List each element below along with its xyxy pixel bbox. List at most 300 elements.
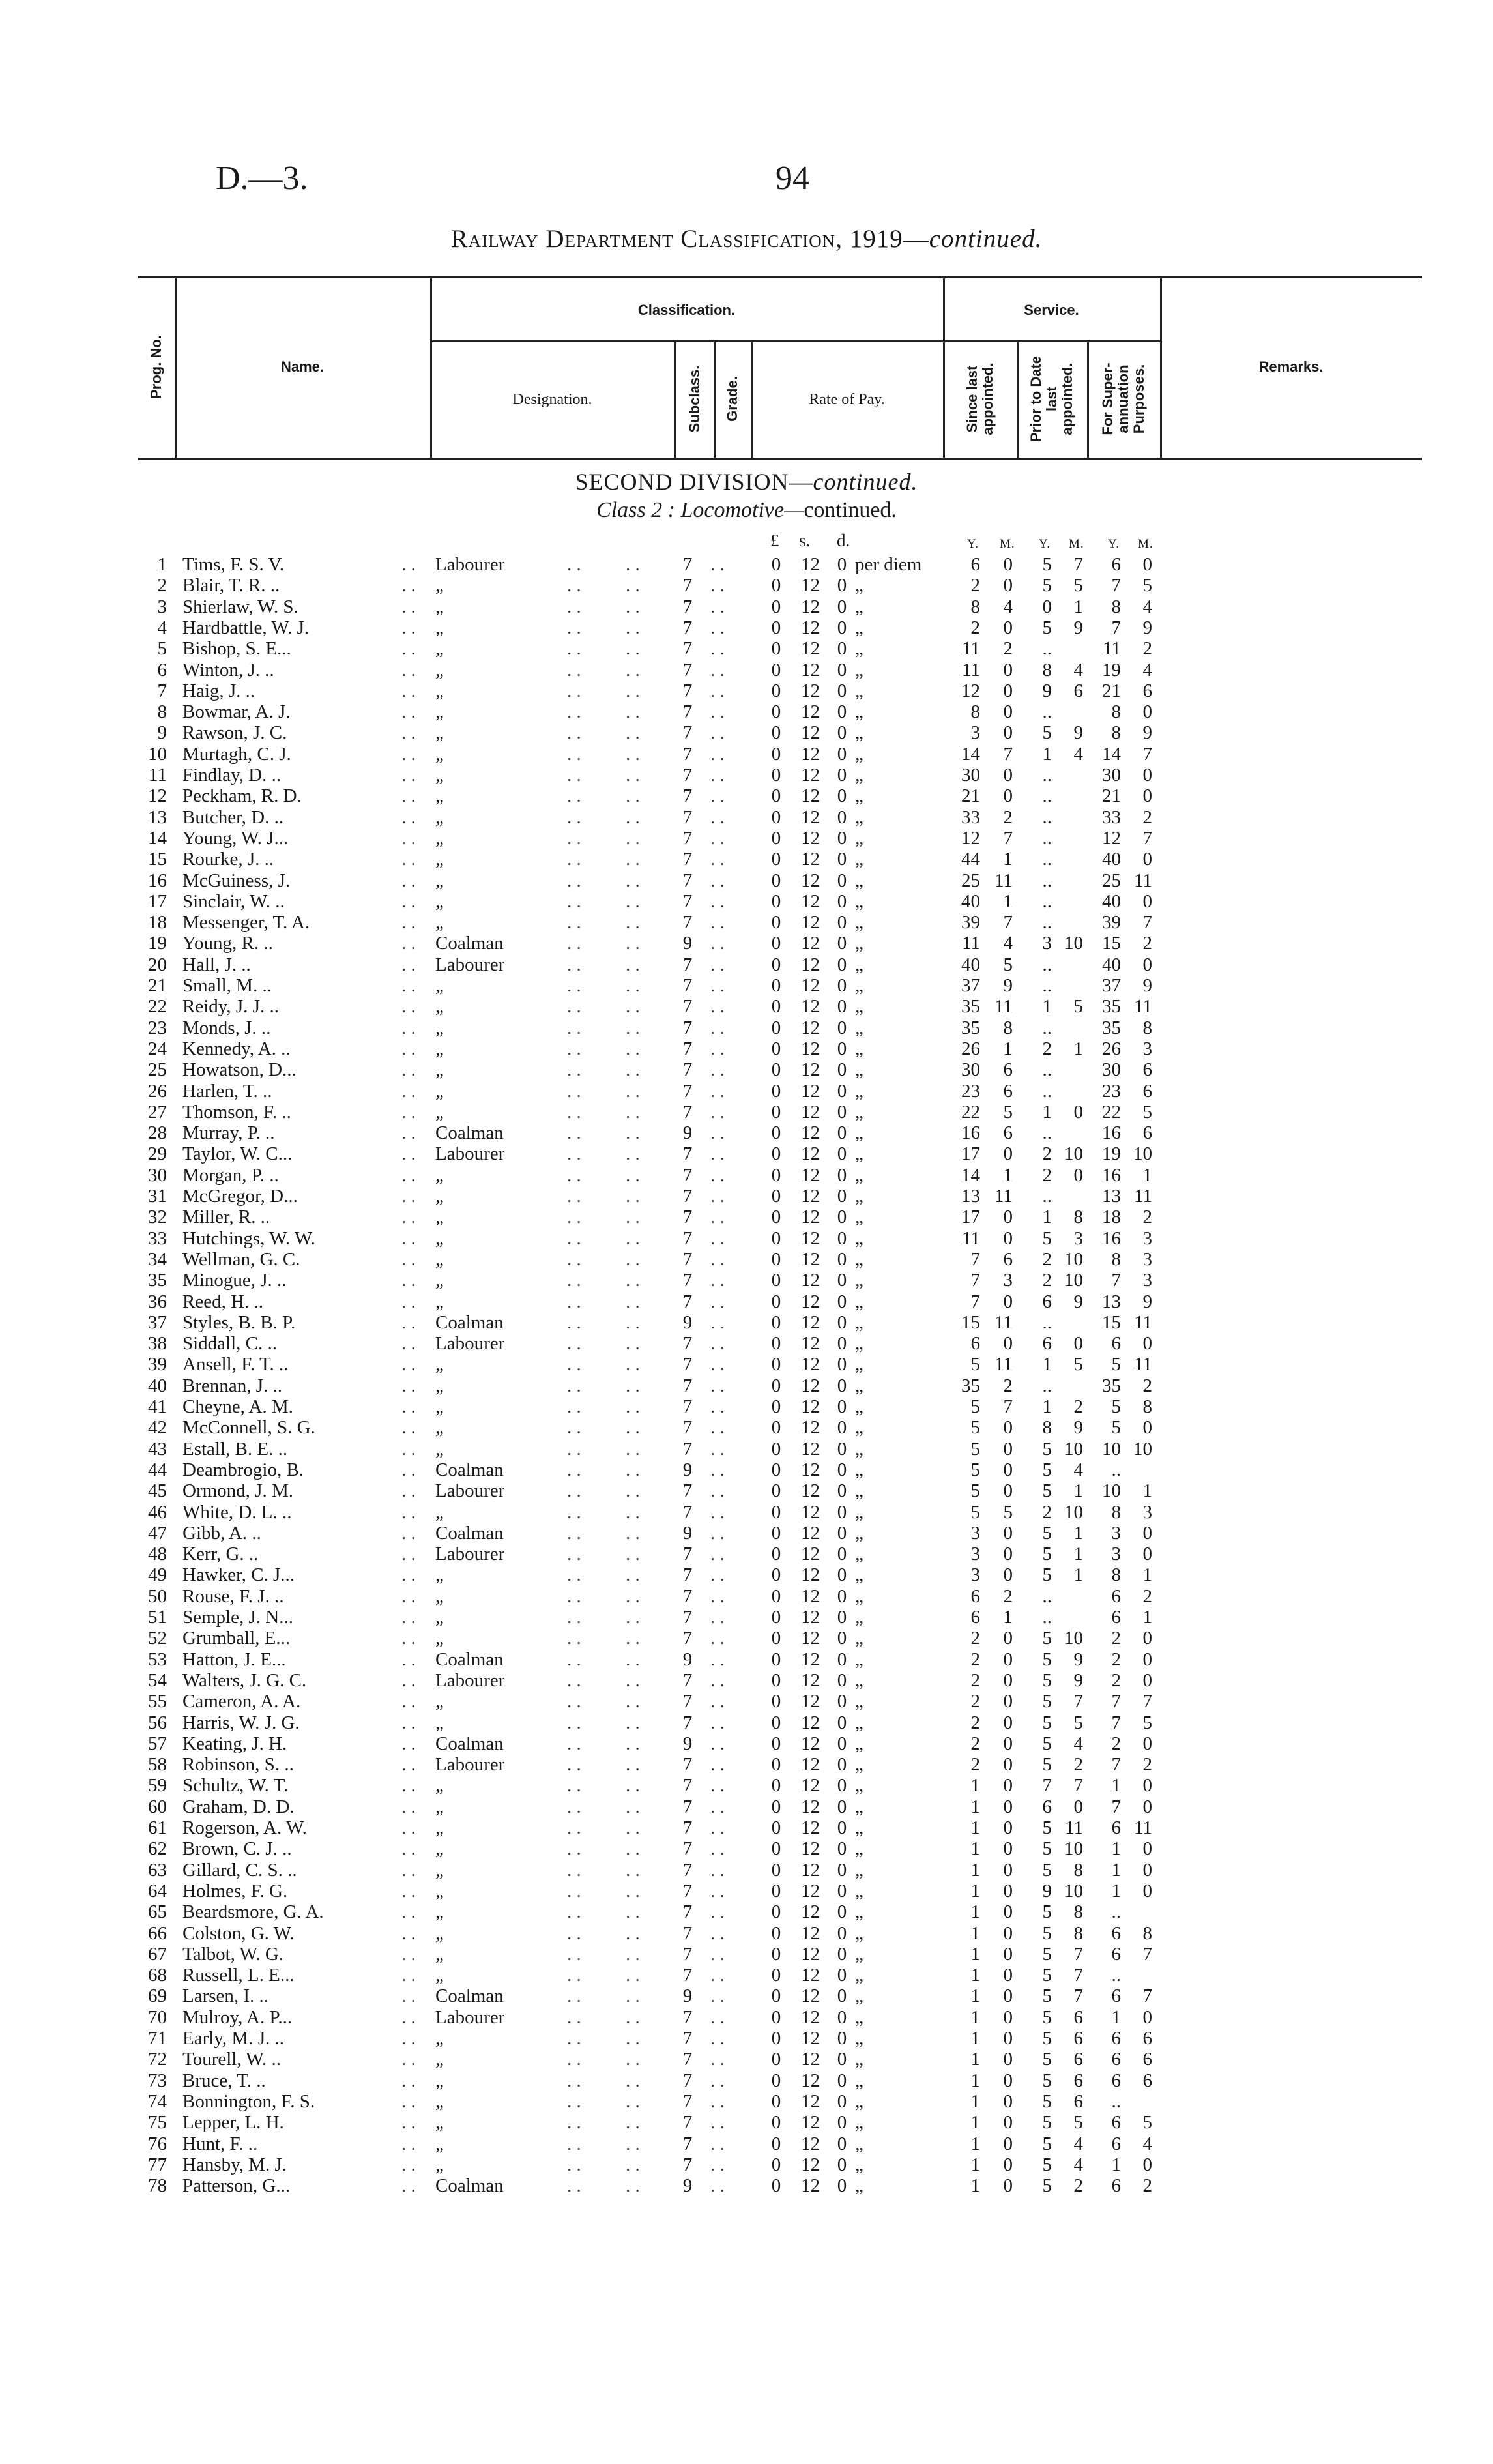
pay-shillings: 12	[801, 1080, 820, 1102]
designation: „	[435, 1922, 444, 1944]
table-row	[0, 1165, 1493, 1186]
since-months: 0	[1003, 2133, 1013, 2154]
super-months: 2	[1142, 638, 1152, 660]
prior-months: 7	[1073, 1943, 1083, 1965]
since-months: 0	[1003, 1522, 1013, 1544]
subclass: 7	[682, 1775, 693, 1797]
dot-leader: . .	[710, 575, 725, 596]
subclass: 9	[682, 1986, 693, 2007]
super-months: 3	[1142, 1270, 1152, 1291]
pay-pence: 0	[837, 1712, 847, 1733]
subclass: 7	[682, 1480, 693, 1502]
dot-leader: . .	[567, 659, 581, 681]
pay-pounds: 0	[771, 912, 781, 933]
employee-name: Murray, P. ..	[182, 1122, 275, 1144]
prog-no: 59	[148, 1775, 167, 1797]
subclass: 7	[682, 912, 693, 933]
super-years: 40	[1102, 849, 1121, 870]
pay-pounds: 0	[771, 975, 781, 996]
prior-years: 5	[1042, 1712, 1052, 1733]
unit-months-3: M.	[1138, 537, 1153, 551]
subclass: 7	[682, 954, 693, 975]
since-months: 11	[994, 1186, 1013, 1207]
since-years: 14	[961, 743, 980, 765]
prior-years: 5	[1042, 554, 1052, 575]
dot-leader: . .	[401, 1207, 416, 1228]
dot-leader: . .	[626, 1838, 640, 1860]
dot-leader: . .	[710, 2006, 725, 2028]
pay-shillings: 12	[801, 1796, 820, 1817]
table-row	[0, 1396, 1493, 1417]
table-row	[0, 617, 1493, 638]
super-years: 6	[1111, 2133, 1121, 2154]
pay-pence: 0	[837, 1607, 847, 1628]
subclass: 7	[682, 1712, 693, 1733]
subclass: 7	[682, 617, 693, 638]
pay-note: „	[855, 1291, 863, 1312]
designation: „	[435, 1859, 444, 1881]
prog-no: 63	[148, 1859, 167, 1881]
since-months: 0	[1003, 1986, 1013, 2007]
since-years: 8	[970, 596, 980, 617]
prior-years: ..	[1042, 1186, 1052, 1207]
pay-note: „	[855, 996, 863, 1018]
designation: Labourer	[435, 954, 505, 975]
super-years: 5	[1111, 1396, 1121, 1417]
table-row	[0, 660, 1493, 681]
pay-pounds: 0	[771, 575, 781, 596]
dot-leader: . .	[401, 1080, 416, 1102]
prog-no: 65	[148, 1901, 167, 1923]
subclass: 7	[682, 1965, 693, 1986]
prior-years: 2	[1042, 1164, 1052, 1186]
pay-shillings: 12	[801, 1691, 820, 1712]
designation: Labourer	[435, 1669, 505, 1691]
pay-pounds: 0	[771, 1733, 781, 1754]
pay-pounds: 0	[771, 1101, 781, 1122]
pay-pence: 0	[837, 1438, 847, 1459]
super-months: 7	[1142, 827, 1152, 849]
prior-months: 2	[1073, 2175, 1083, 2197]
designation: „	[435, 1207, 444, 1228]
pay-pounds: 0	[771, 1396, 781, 1417]
dot-leader: . .	[567, 2154, 581, 2175]
super-months: 6	[1142, 1059, 1152, 1081]
table-row	[0, 1249, 1493, 1270]
super-years: 26	[1102, 1038, 1121, 1059]
pay-note: „	[855, 975, 863, 996]
pay-note: „	[855, 849, 863, 870]
dot-leader: . .	[710, 2028, 725, 2049]
since-months: 0	[1003, 1649, 1013, 1670]
employee-name: Gillard, C. S. ..	[182, 1859, 297, 1881]
dot-leader: . .	[567, 1585, 581, 1607]
pay-pence: 0	[837, 1965, 847, 1986]
division-title	[0, 468, 1493, 495]
dot-leader: . .	[626, 1544, 640, 1565]
dot-leader: . .	[626, 1754, 640, 1776]
dot-leader: . .	[626, 617, 640, 638]
dot-leader: . .	[401, 1143, 416, 1165]
pay-shillings: 12	[801, 1859, 820, 1881]
super-months: 0	[1142, 1417, 1152, 1439]
dot-leader: . .	[626, 2175, 640, 2197]
pay-shillings: 12	[801, 996, 820, 1018]
dot-leader: . .	[401, 2133, 416, 2154]
since-years: 17	[961, 1207, 980, 1228]
dot-leader: . .	[401, 1186, 416, 1207]
dot-leader: . .	[626, 659, 640, 681]
pay-pounds: 0	[771, 1669, 781, 1691]
super-months: 4	[1142, 596, 1152, 617]
pay-pence: 0	[837, 1901, 847, 1923]
designation: „	[435, 975, 444, 996]
pay-pence: 0	[837, 2028, 847, 2049]
super-months: 8	[1142, 1922, 1152, 1944]
dot-leader: . .	[401, 596, 416, 617]
prior-months: 0	[1073, 1164, 1083, 1186]
pay-note: „	[855, 806, 863, 828]
header-rate-of-pay: Rate of Pay.	[809, 391, 885, 408]
employee-name: Morgan, P. ..	[182, 1164, 279, 1186]
prog-no: 14	[148, 827, 167, 849]
dot-leader: . .	[626, 1733, 640, 1754]
pay-note: „	[855, 638, 863, 660]
prog-no: 78	[148, 2175, 167, 2197]
dot-leader: . .	[626, 2028, 640, 2049]
since-years: 1	[970, 2028, 980, 2049]
pay-shillings: 12	[801, 1669, 820, 1691]
subclass: 7	[682, 2112, 693, 2134]
designation: „	[435, 596, 444, 617]
prior-years: 5	[1042, 2133, 1052, 2154]
super-years: 16	[1102, 1122, 1121, 1144]
employee-name: Peckham, R. D.	[182, 785, 302, 807]
dot-leader: . .	[401, 617, 416, 638]
prior-years: 5	[1042, 2175, 1052, 2197]
pay-pounds: 0	[771, 680, 781, 701]
pay-shillings: 12	[801, 1733, 820, 1754]
super-years: 15	[1102, 1312, 1121, 1333]
pay-shillings: 12	[801, 1649, 820, 1670]
since-years: 35	[961, 1017, 980, 1038]
dot-leader: . .	[710, 1227, 725, 1249]
dot-leader: . .	[401, 996, 416, 1018]
table-row	[0, 765, 1493, 785]
employee-name: Brown, C. J. ..	[182, 1838, 292, 1860]
super-years: 6	[1111, 2112, 1121, 2134]
pay-pounds: 0	[771, 827, 781, 849]
header-service: Service.	[1024, 302, 1079, 318]
prior-years: ..	[1042, 975, 1052, 996]
pay-note: „	[855, 1922, 863, 1944]
pay-shillings: 12	[801, 2028, 820, 2049]
prog-no: 36	[148, 1291, 167, 1312]
pay-shillings: 12	[801, 1017, 820, 1038]
since-years: 1	[970, 1943, 980, 1965]
dot-leader: . .	[401, 1922, 416, 1944]
employee-name: Rogerson, A. W.	[182, 1817, 307, 1838]
super-years: ..	[1111, 1965, 1121, 1986]
dot-leader: . .	[710, 554, 725, 575]
dot-leader: . .	[567, 1333, 581, 1355]
pay-pounds: 0	[771, 2175, 781, 2197]
pay-pence: 0	[837, 1417, 847, 1439]
pay-pence: 0	[837, 2154, 847, 2175]
dot-leader: . .	[401, 1101, 416, 1122]
table-row	[0, 1186, 1493, 1207]
super-months: 1	[1142, 1164, 1152, 1186]
dot-leader: . .	[567, 2175, 581, 2197]
super-months: 11	[1134, 1817, 1152, 1838]
super-months: 4	[1142, 659, 1152, 681]
dot-leader: . .	[401, 2028, 416, 2049]
table-row	[0, 1375, 1493, 1396]
super-months: 6	[1142, 2028, 1152, 2049]
subclass: 7	[682, 890, 693, 912]
since-years: 15	[961, 1312, 980, 1333]
employee-name: Tourell, W. ..	[182, 2049, 282, 2070]
prog-no: 30	[148, 1164, 167, 1186]
dot-leader: . .	[401, 806, 416, 828]
dot-leader: . .	[710, 827, 725, 849]
employee-name: Hunt, F. ..	[182, 2133, 258, 2154]
pay-shillings: 12	[801, 722, 820, 744]
subclass: 7	[682, 1164, 693, 1186]
since-months: 0	[1003, 1901, 1013, 1923]
prog-no: 75	[148, 2112, 167, 2134]
subclass: 7	[682, 596, 693, 617]
pay-pounds: 0	[771, 596, 781, 617]
subclass: 7	[682, 2028, 693, 2049]
since-months: 4	[1003, 596, 1013, 617]
pay-shillings: 12	[801, 1712, 820, 1733]
dot-leader: . .	[710, 1880, 725, 1901]
dot-leader: . .	[401, 1164, 416, 1186]
pay-shillings: 12	[801, 1207, 820, 1228]
since-years: 35	[961, 996, 980, 1018]
since-months: 0	[1003, 617, 1013, 638]
pay-shillings: 12	[801, 1059, 820, 1081]
dot-leader: . .	[567, 1459, 581, 1480]
dot-leader: . .	[401, 1607, 416, 1628]
since-years: 5	[970, 1501, 980, 1523]
table-row	[0, 954, 1493, 975]
designation: „	[435, 806, 444, 828]
since-years: 3	[970, 1544, 980, 1565]
dot-leader: . .	[710, 1775, 725, 1797]
since-months: 0	[1003, 1880, 1013, 1901]
dot-leader: . .	[626, 1649, 640, 1670]
pay-pounds: 0	[771, 1122, 781, 1144]
designation: „	[435, 1775, 444, 1797]
dot-leader: . .	[626, 1143, 640, 1165]
pay-note: „	[855, 1943, 863, 1965]
pay-shillings: 12	[801, 1522, 820, 1544]
dot-leader: . .	[710, 1207, 725, 1228]
employee-name: Bowmar, A. J.	[182, 701, 291, 723]
pay-pence: 0	[837, 2090, 847, 2112]
dot-leader: . .	[710, 1901, 725, 1923]
employee-name: McConnell, S. G.	[182, 1417, 315, 1439]
pay-shillings: 12	[801, 912, 820, 933]
dot-leader: . .	[626, 785, 640, 807]
pay-pounds: 0	[771, 1585, 781, 1607]
prior-months: 4	[1073, 1733, 1083, 1754]
dot-leader: . .	[567, 722, 581, 744]
dot-leader: . .	[626, 2049, 640, 2070]
super-months: 10	[1133, 1438, 1152, 1459]
unit-years-2: Y.	[1039, 537, 1051, 551]
dot-leader: . .	[626, 975, 640, 996]
since-months: 7	[1003, 912, 1013, 933]
dot-leader: . .	[567, 2028, 581, 2049]
pay-pence: 0	[837, 849, 847, 870]
designation: Labourer	[435, 554, 505, 575]
table-row	[0, 681, 1493, 701]
prior-years: ..	[1042, 849, 1052, 870]
subclass: 7	[682, 1691, 693, 1712]
pay-shillings: 12	[801, 890, 820, 912]
dot-leader: . .	[626, 575, 640, 596]
prior-years: 5	[1042, 722, 1052, 744]
pay-pence: 0	[837, 1754, 847, 1776]
pay-pounds: 0	[771, 617, 781, 638]
designation: Coalman	[435, 933, 504, 954]
pay-pence: 0	[837, 1038, 847, 1059]
table-row	[0, 807, 1493, 828]
super-years: 35	[1102, 1375, 1121, 1396]
subclass: 7	[682, 1607, 693, 1628]
dot-leader: . .	[710, 1922, 725, 1944]
prog-no: 60	[148, 1796, 167, 1817]
pay-note: „	[855, 1501, 863, 1523]
pay-pence: 0	[837, 1017, 847, 1038]
dot-leader: . .	[401, 2175, 416, 2197]
dot-leader: . .	[401, 2006, 416, 2028]
since-months: 3	[1003, 1270, 1013, 1291]
pay-shillings: 12	[801, 1038, 820, 1059]
pay-shillings: 12	[801, 2112, 820, 2134]
dot-leader: . .	[710, 1796, 725, 1817]
dot-leader: . .	[567, 2049, 581, 2070]
pay-pence: 0	[837, 827, 847, 849]
table-row	[0, 1586, 1493, 1607]
pay-shillings: 12	[801, 1122, 820, 1144]
pay-note: „	[855, 933, 863, 954]
prior-months: 2	[1073, 1754, 1083, 1776]
dot-leader: . .	[710, 2049, 725, 2070]
dot-leader: . .	[710, 1059, 725, 1081]
subclass: 7	[682, 2006, 693, 2028]
pay-note: „	[855, 2090, 863, 2112]
pay-shillings: 12	[801, 1333, 820, 1355]
since-years: 44	[961, 849, 980, 870]
dot-leader: . .	[401, 1248, 416, 1270]
pay-note: „	[855, 722, 863, 744]
prior-years: ..	[1042, 701, 1052, 723]
pay-pence: 0	[837, 575, 847, 596]
table-row	[0, 1649, 1493, 1670]
dot-leader: . .	[710, 849, 725, 870]
pay-pounds: 0	[771, 1775, 781, 1797]
subclass: 7	[682, 575, 693, 596]
subclass: 9	[682, 2175, 693, 2197]
since-years: 1	[970, 2175, 980, 2197]
since-years: 2	[970, 1669, 980, 1691]
prog-no: 52	[148, 1628, 167, 1649]
prog-no: 40	[148, 1375, 167, 1396]
since-months: 0	[1003, 785, 1013, 807]
pay-pence: 0	[837, 1122, 847, 1144]
employee-name: Deambrogio, B.	[182, 1459, 304, 1480]
prior-years: ..	[1042, 1585, 1052, 1607]
dot-leader: . .	[567, 933, 581, 954]
pay-shillings: 12	[801, 806, 820, 828]
super-months: 10	[1133, 1143, 1152, 1165]
pay-shillings: 12	[801, 1101, 820, 1122]
since-months: 0	[1003, 1417, 1013, 1439]
subclass: 7	[682, 1270, 693, 1291]
dot-leader: . .	[401, 1796, 416, 1817]
pay-note: „	[855, 954, 863, 975]
since-months: 4	[1003, 933, 1013, 954]
dot-leader: . .	[567, 1480, 581, 1502]
super-years: 1	[1111, 2154, 1121, 2175]
super-months: 11	[1134, 1312, 1152, 1333]
dot-leader: . .	[401, 1733, 416, 1754]
since-years: 1	[970, 1880, 980, 1901]
designation: „	[435, 1248, 444, 1270]
dot-leader: . .	[567, 1080, 581, 1102]
since-months: 0	[1003, 701, 1013, 723]
pay-pence: 0	[837, 975, 847, 996]
subclass: 7	[682, 1417, 693, 1439]
employee-name: White, D. L. ..	[182, 1501, 292, 1523]
employee-name: Hawker, C. J...	[182, 1564, 295, 1586]
pay-pounds: 0	[771, 1817, 781, 1838]
prior-years: 5	[1042, 1649, 1052, 1670]
pay-note: „	[855, 1649, 863, 1670]
super-years: 7	[1111, 617, 1121, 638]
table-row	[0, 2154, 1493, 2175]
since-months: 11	[994, 870, 1013, 891]
subclass: 7	[682, 701, 693, 723]
employee-name: Graham, D. D.	[182, 1796, 295, 1817]
since-years: 11	[962, 659, 980, 681]
pay-pence: 0	[837, 1859, 847, 1881]
dot-leader: . .	[626, 701, 640, 723]
employee-name: Kerr, G. ..	[182, 1544, 259, 1565]
pay-pounds: 0	[771, 1838, 781, 1860]
dot-leader: . .	[626, 1417, 640, 1439]
pay-note: „	[855, 1522, 863, 1544]
since-years: 2	[970, 1712, 980, 1733]
since-years: 11	[962, 933, 980, 954]
pay-shillings: 12	[801, 1186, 820, 1207]
dot-leader: . .	[710, 1186, 725, 1207]
prior-months: 9	[1073, 1291, 1083, 1312]
dot-leader: . .	[567, 2090, 581, 2112]
super-months: 6	[1142, 2049, 1152, 2070]
dot-leader: . .	[401, 1354, 416, 1375]
since-months: 0	[1003, 1207, 1013, 1228]
prior-years: 5	[1042, 1564, 1052, 1586]
pay-shillings: 12	[801, 1564, 820, 1586]
super-months: 0	[1142, 1522, 1152, 1544]
super-months: 11	[1134, 1186, 1152, 1207]
prog-no: 43	[148, 1438, 167, 1459]
